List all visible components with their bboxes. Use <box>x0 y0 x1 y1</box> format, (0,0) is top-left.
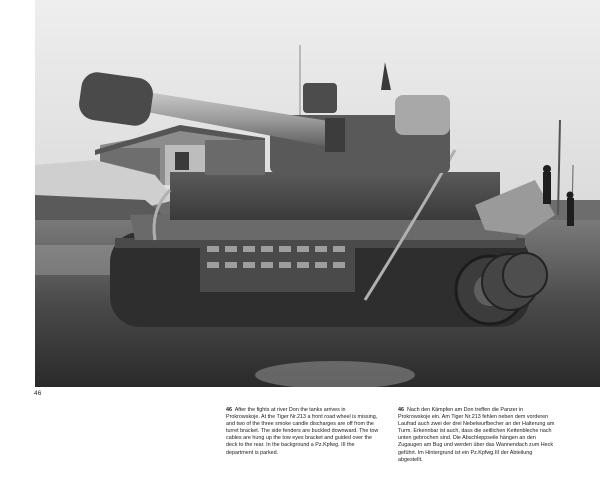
stowage-bin <box>303 83 337 113</box>
tank-photograph <box>35 0 600 387</box>
caption-number: 46 <box>226 407 232 413</box>
caption-german <box>398 407 557 464</box>
caption-text: After the fights at river Don the tanks arrives in Prokrowskoje. At the Tiger Nr.213 a front road wheel is missing, and two of the three smoke candle discharges are off from the turret bracket. The side fenders are buckled downward. The tow cables are hung up the tow eyes bracket and guided over the deck to the rear. In the background a Pz.Kpfwg. III the department is parked. <box>226 407 379 456</box>
caption-english <box>226 407 379 457</box>
caption-text: Nach den Kämpfen am Don treffen die Panzer in Prokrowskoje ein. Am Tiger Nr.213 fehlen neben dem vorderen Laufrad auch zwei der drei Nebelwurfbecher an der Halterung am Turm. Erkennbar ist auch, dass die seitlichen Kettenbleche nach unten gebrochen sind. Die Abschleppseile hängen an den Zugaugen am Bug und werden über das Wannendach zum Heck geführt. Im Hintergrund ist ein Pz.Kpfwg.III der Abteilung abgestellt. <box>398 407 555 463</box>
page-number: 46 <box>34 390 42 397</box>
tiger-tank-photo <box>35 0 600 387</box>
caption-number: 46 <box>398 407 404 413</box>
